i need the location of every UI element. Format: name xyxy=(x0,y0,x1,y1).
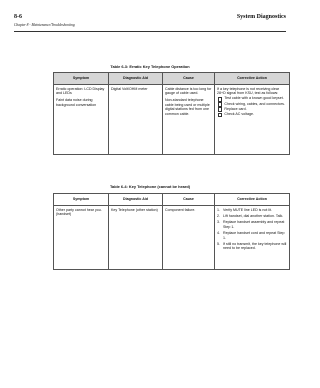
step-text: Replace handset cord and repeat Step 1. xyxy=(223,231,285,240)
table1-diagnostic-cell: Digital Volt/OHM meter xyxy=(109,85,163,155)
step-number: 3. xyxy=(217,220,220,225)
table1-header-action: Corrective Action xyxy=(215,73,290,85)
table1-symptom-cell xyxy=(54,85,109,155)
list-item xyxy=(217,208,287,212)
action-text: Check wiring, cables, and connectors. xyxy=(224,101,285,106)
step-number: 5. xyxy=(217,241,220,246)
table1-symptom-2: Faint data noise during background conversation xyxy=(56,98,97,107)
table1-cause-cell xyxy=(163,85,215,155)
table1-symptom-1: Erratic operation: LCD Display and LEDs xyxy=(56,86,105,95)
chapter-subtitle: Chapter 8 - Maintenance/Troubleshooting xyxy=(14,23,75,27)
step-number: 1. xyxy=(217,207,220,212)
table2-header-action: Corrective Action xyxy=(215,194,290,206)
list-item xyxy=(217,112,287,117)
action-text: Replace card. xyxy=(224,106,247,111)
table-row xyxy=(54,206,290,270)
section-title: System Diagnostics xyxy=(236,14,286,20)
table2-symptom-cell: Other party cannot hear you. (handset) xyxy=(54,206,109,270)
list-item xyxy=(217,242,287,251)
checkbox-icon xyxy=(218,102,222,106)
table1-header-symptom: Symptom xyxy=(54,73,109,85)
checkbox-icon xyxy=(218,107,222,111)
step-number: 2. xyxy=(217,213,220,218)
checkbox-icon xyxy=(218,97,222,101)
table2-header-cause: Cause xyxy=(163,194,215,206)
table2 xyxy=(53,193,290,270)
table1-header-diagnostic: Diagnostic Aid xyxy=(109,73,163,85)
list-item xyxy=(217,220,287,229)
table1-caption: Table 6-3: Erratic Key Telephone Operation xyxy=(110,64,190,69)
step-number: 4. xyxy=(217,231,220,236)
action-text: Test cable with a known good keyset. xyxy=(224,96,284,101)
header-rule xyxy=(14,31,286,32)
page-number: 8-6 xyxy=(14,14,22,20)
step-text: Replace handset assembly and repeat Step 1. xyxy=(223,220,285,229)
table2-header-row xyxy=(54,194,290,206)
table1-cause-2: Non-standard telephone cable being used or multiple digital stations fed from one common cable. xyxy=(165,98,210,116)
table2-cause-cell: Component failure. xyxy=(163,206,215,270)
table2-header-diagnostic: Diagnostic Aid xyxy=(109,194,163,206)
action-text: Check AC voltage. xyxy=(224,111,254,116)
step-text: If still no transmit, the key telephone will need to be replaced. xyxy=(223,241,287,251)
checkbox-icon xyxy=(218,113,222,117)
table1-header-cause: Cause xyxy=(163,73,215,85)
table2-caption: Table 6-4: Key Telephone (cannot be heard) xyxy=(109,184,191,189)
table2-diagnostic-cell: Key Telephone (other station) xyxy=(109,206,163,270)
table1-action-intro: If a key telephone is not receiving clear 28+D signal from KSU, test as follows: xyxy=(217,86,280,95)
step-text: Verify MUTE line LED is not lit. xyxy=(223,207,272,212)
list-item xyxy=(217,231,287,240)
table2-header-symptom: Symptom xyxy=(54,194,109,206)
table1-action-cell xyxy=(215,85,290,155)
table1 xyxy=(53,72,290,155)
table1-header-row xyxy=(54,73,290,85)
step-text: Lift handset, dial another station. Talk. xyxy=(223,213,284,218)
table1-cause-1: Cable distance is too long for gauge of cable used. xyxy=(165,86,212,95)
table-row xyxy=(54,85,290,155)
list-item xyxy=(217,214,287,218)
table2-action-cell xyxy=(215,206,290,270)
